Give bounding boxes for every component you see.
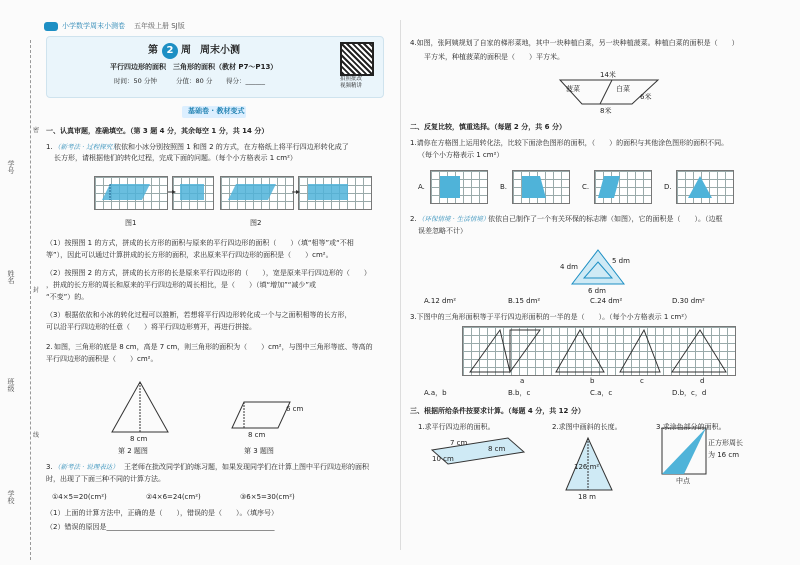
week-number: 2 (162, 43, 178, 59)
figure-label: d (700, 377, 705, 385)
section-3-title: 三、根据所给条件按要求计算。（每题 4 分，共 12 分） (410, 407, 585, 415)
q2-line: 如图，三角形的底是 8 cm，高是 7 cm，则三角形的面积为（ ）cm²，与图中三角形等底、等高的 (54, 343, 373, 351)
option-label[interactable]: C.24 dm² (590, 297, 623, 305)
option-label[interactable]: B.15 dm² (508, 297, 541, 305)
dimension-label: 14米 (600, 71, 616, 79)
q1-number: 1. (46, 143, 53, 151)
s2-q3-line: 3.下图中的三角形面积等于平行四边形面积的一半的是（ ）。（每个小方格表示 1 cm²） (410, 313, 692, 321)
week-prefix: 第 (148, 45, 158, 56)
q3-tag: （新考法 · 说理表达） (54, 463, 119, 471)
region-label: 菠菜 (566, 85, 580, 93)
q3-option: ②4×6=24(cm²) (146, 493, 201, 501)
q1-part2: （2）按照图 2 的方式，拼成的长方形的长是原来平行四边形的（ ），宽是原来平行四边形的（ ） (46, 269, 371, 277)
figure-label: a (520, 377, 525, 385)
figure-label: c (640, 377, 644, 385)
section-2-title: 二、反复比较，慎重选择。（每题 2 分，共 6 分） (410, 123, 566, 131)
figure-caption: 第 2 题图 (118, 447, 148, 455)
q1-part3: 可以沿平行四边形的任意（ ）将平行四边形剪开，再进行拼接。 (46, 323, 256, 331)
dimension-label: 4 dm (560, 263, 578, 271)
q1-tag: （新考法 · 过程探究） (54, 143, 119, 151)
q4-line: 平方米，种植菠菜的面积是（ ）平方米。 (424, 53, 564, 61)
student-no-label: 学号 (7, 160, 15, 174)
option-label[interactable]: C.a，c (590, 389, 613, 397)
qr-caption: 拍照批改 (340, 76, 363, 82)
dimension-label: 6米 (640, 93, 652, 101)
dimension-label: 126 m² (574, 463, 600, 471)
dimension-label: 5 dm (612, 257, 630, 265)
dimension-label: 18 m (578, 493, 596, 501)
option-label[interactable]: D.30 dm² (672, 297, 705, 305)
dimension-label: 8 cm (248, 431, 266, 439)
q3-line: 时，出现了下面三种不同的计算方法。 (46, 475, 165, 483)
q3-answer: （1）上面的计算方法中，正确的是（ ），错误的是（ ）。（填序号） (46, 509, 278, 517)
dimension-label: 正方形周长 (708, 439, 743, 447)
dimension-label: 6 dm (588, 287, 606, 295)
score-info: 分值：80 分 (176, 77, 213, 85)
dimension-label: 8 cm (488, 445, 506, 453)
dimension-label: 为 16 cm (708, 451, 740, 459)
option-label[interactable]: B. (500, 183, 508, 191)
option-label[interactable]: A.a，b (424, 389, 447, 397)
grade-label: 五年级上册 SJ版 (134, 22, 185, 30)
dimension-label: 中点 (676, 477, 690, 485)
s3-q1: 1.求平行四边形的面积。 (418, 423, 495, 431)
figure-label: b (590, 377, 595, 385)
dimension-label: 10 cm (432, 455, 454, 463)
seal-mark: 线 (33, 432, 40, 439)
qr-caption: 视频精讲 (340, 83, 363, 89)
s3-q3: 3.求涂色部分的面积。 (656, 423, 726, 431)
q1-part2: “不变”）的。 (46, 293, 89, 301)
worksheet-page: 学号 姓名 班级 学校 密 封 线 小学数学周末小测卷 五年级上册 SJ版 第 2 周 周末小测 平行四边形的面积 三角形的面积（教材 P7～P13） 时间：50 分钟 分值：80 分 得分：______ 拍照批改 视频精讲 基础卷 · 教材变式 一、认真审题，准确填空。（第 3 题 4 分，其余每空 1 分，共 14 分） 1. （新考法 · 过程探究） 依依和小冰分别按照图 1 和图 2 的方式，在方格纸上将平行四边形转化成了 长方形，请根据他们的转化过程，完成下面的问题。（每个小方格表示 1 cm²） 图1 图2 （1）按照图 1 的方式，拼成的长方形的面积与原来的平行四边形的面积（ ）（填“相等”或“不相 等”），因此可以通过计算拼成的长方形的面积，求出原来平行四边形的面积是（ ）cm²。 （2）按照图 2 的方式，拼成的长方形的长是原来平行四边形的（ ），宽是原来平行四边形的（ ） ，拼成的长方形的周长和原来的平行四边形的周长相比，是（ ）（填“增加”“减少”或 “不变”）的。 （3）根据依依和小冰的转化过程可以推断，若想将平行四边形转化成一个与之面积相等的长方形， 可以沿平行四边形的任意（ ）将平行四边形剪开，再进行拼接。 2. 如图，三角形的底是 8 cm，高是 7 cm，则三角形的面积为（ ）cm²，与图中三角形等底、等高的 平行四边形的面积是（ ）cm²。 8 cm 第 2 题图 6 cm 8 cm 第 3 题图 3. （新考法 · 说理表达） 王老师在批改同学们的练习题，如果发现同学们在计算上图中平行四边形的面积 时，出现了下面三种不同的计算方法。 ①4×5=20(cm²) ②4×6=24(cm²) ③6×5=30(cm²) （1）上面的计算方法中，正确的是（ ），错误的是（ ）。（填序号） （2）错误的原因是________________________________________________ 4.如图，张阿姨规划了自家的梯形菜地，其中一块种植白菜，另一块种植菠菜。种植白菜的面积是（ ） 平方米，种植菠菜的面积是（ ）平方米。 14米 菠菜 白菜 6米 8米 二、反复比较，慎重选择。（每题 2 分，共 6 分） 1.请你在方格图上运用转化法，比较下面涂色图形的面积，（ ）的面积与其他涂色图形的面积不同。 （每个小方格表示 1 cm²） A. B. C. D. 2. （环保情境 · 生活情境） 依依自己制作了一个有关环保的标志牌（如图），它的面积是（ ）。（边框 误差忽略不计） 4 dm 6 dm 5 dm A.12 dm² B.15 dm² C.24 dm² D.30 dm² 3.下图中的三角形面积等于平行四边形面积的一半的是（ ）。（每个小方格表示 1 cm²） a b c d A.a，b B.b，c C.a，c D.b，c，d 三、根据所给条件按要求计算。（每题 4 分，共 12 分） 1.求平行四边形的面积。 2.求图中画斜的长度。 3.求涂色部分的面积。 7 cm 10 cm 8 cm 126 m² 18 m 正方形周长 为 16 cm 中点 (0, 0, 800, 565)
q1-line: 依依和小冰分别按照图 1 和图 2 的方式，在方格纸上将平行四边形转化成了 (114, 143, 349, 151)
option-label[interactable]: D.b，c，d (672, 389, 707, 397)
q1-part1: （1）按照图 1 的方式，拼成的长方形的面积与原来的平行四边形的面积（ ）（填“相等”或“不相 (46, 239, 354, 247)
option-label[interactable]: B.b，c (508, 389, 531, 397)
option-label[interactable]: A. (418, 183, 425, 191)
s2-q1-line: （每个小方格表示 1 cm²） (418, 151, 504, 159)
class-label: 班级 (7, 378, 15, 392)
page-title: 周末小测 (200, 45, 240, 56)
section-1-title: 一、认真审题，准确填空。（第 3 题 4 分，其余每空 1 分，共 14 分） (46, 127, 269, 135)
school-label: 学校 (7, 490, 15, 504)
q3-option: ①4×5=20(cm²) (52, 493, 107, 501)
q1-part1: 等”），因此可以通过计算拼成的长方形的面积，求出原来平行四边形的面积是（ ）cm²。 (46, 251, 333, 259)
brand-name: 小学数学周末小测卷 (62, 22, 125, 30)
figure-caption: 图2 (250, 219, 262, 227)
dimension-label: 8米 (600, 107, 612, 115)
name-label: 姓名 (7, 270, 15, 284)
q1-line: 长方形，请根据他们的转化过程，完成下面的问题。（每个小方格表示 1 cm²） (54, 154, 297, 162)
s3-q2: 2.求图中画斜的长度。 (552, 423, 622, 431)
q3-option: ③6×5=30(cm²) (240, 493, 295, 501)
dimension-label: 7 cm (450, 439, 468, 447)
q1-part2: ，拼成的长方形的周长和原来的平行四边形的周长相比，是（ ）（填“增加”“减少”或 (46, 281, 317, 289)
dimension-label: 8 cm (130, 435, 148, 443)
subtitle: 平行四边形的面积 三角形的面积（教材 P7～P13） (110, 63, 278, 71)
q3-line: 王老师在批改同学们的练习题，如果发现同学们在计算上图中平行四边形的面积 (124, 463, 369, 471)
q3-answer: （2）错误的原因是________________________________________________ (46, 523, 275, 531)
time-info: 时间：50 分钟 (114, 77, 157, 85)
seal-mark: 封 (33, 287, 40, 294)
q4-line: 4.如图，张阿姨规划了自家的梯形菜地，其中一块种植白菜，另一块种植菠菜。种植白菜的面积是（ ） (410, 39, 739, 47)
s2-q1-line: 1.请你在方格图上运用转化法，比较下面涂色图形的面积，（ ）的面积与其他涂色图形的面积不同。 (410, 139, 729, 147)
s2-q2-line: 误差忽略不计） (418, 227, 467, 235)
s2-q2-line: 依依自己制作了一个有关环保的标志牌（如图），它的面积是（ ）。（边框 (488, 215, 723, 223)
s2-q2-tag: （环保情境 · 生活情境） (418, 215, 490, 223)
figure-caption: 第 3 题图 (244, 447, 274, 455)
q2-line: 平行四边形的面积是（ ）cm²。 (46, 355, 158, 363)
week-suffix: 周 (181, 45, 191, 56)
banner: 基础卷 · 教材变式 (188, 107, 245, 115)
option-label[interactable]: D. (664, 183, 672, 191)
seal-mark: 密 (33, 127, 40, 134)
region-label: 白菜 (616, 85, 630, 93)
option-label[interactable]: A.12 dm² (424, 297, 457, 305)
dimension-label: 6 cm (286, 405, 304, 413)
figure-caption: 图1 (125, 219, 137, 227)
got-info: 得分：______ (226, 77, 265, 85)
q1-part3: （3）根据依依和小冰的转化过程可以推断，若想将平行四边形转化成一个与之面积相等的长方形， (46, 311, 352, 319)
option-label[interactable]: C. (582, 183, 590, 191)
